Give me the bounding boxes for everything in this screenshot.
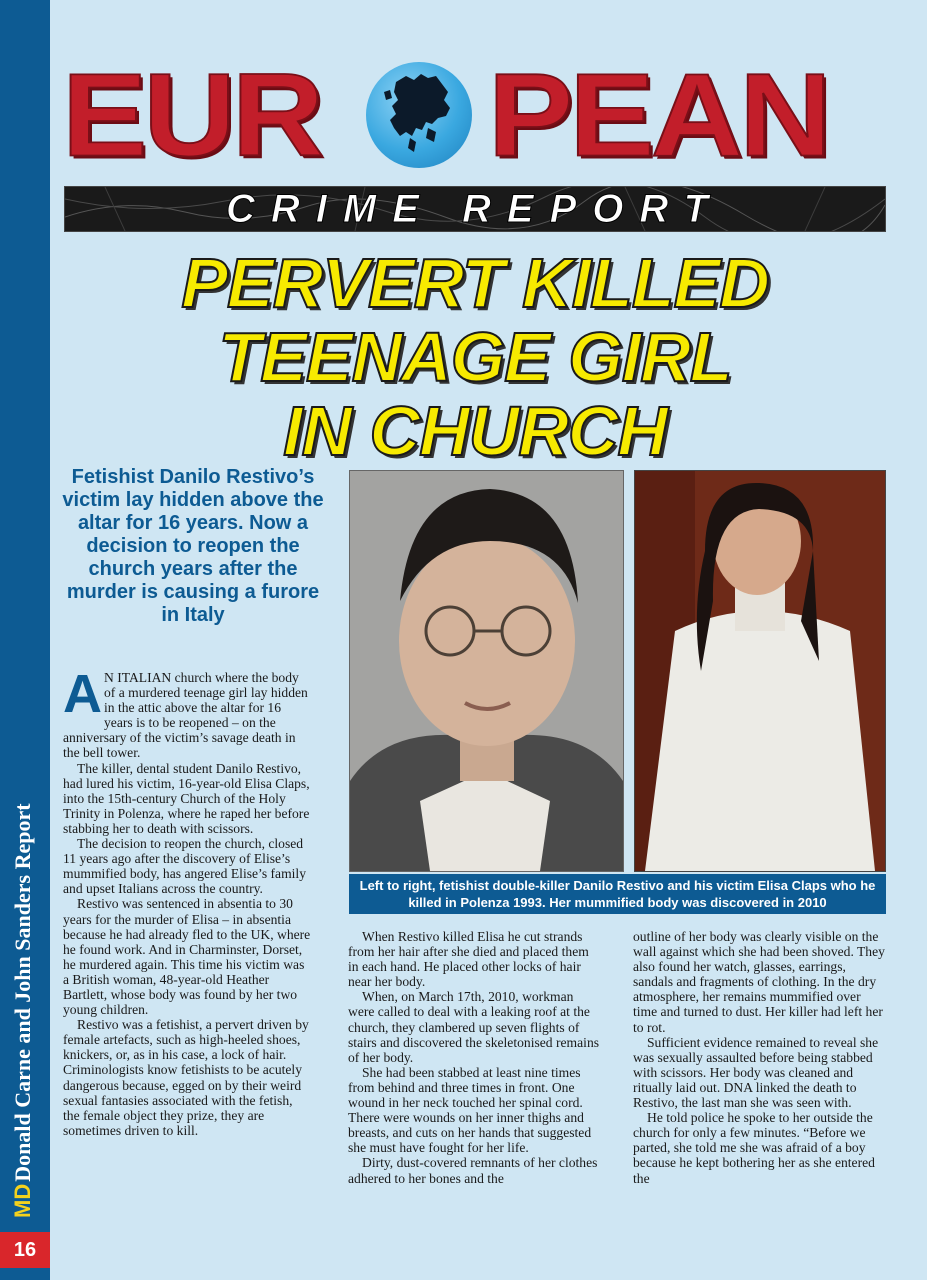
- paragraph: When, on March 17th, 2010, workman were called to deal with a leaking roof at the church, they clambered up seven flights of stairs and discovered the skeletonised remains of her body.: [348, 989, 600, 1065]
- paragraph: N ITALIAN church where the body of a murdered teenage girl lay hidden in the attic above the altar for 16 years is to be reopened – on the anniversary of the victim’s savage death in the bell tower.: [63, 670, 308, 761]
- page-number: 16: [0, 1232, 50, 1268]
- photo-elisa-claps: [634, 470, 886, 872]
- photo-caption: Left to right, fetishist double-killer Danilo Restivo and his victim Elisa Claps who he killed in Polenza 1993. Her mummified body was discovered in 2010: [349, 874, 886, 914]
- headline-line-3: IN CHURCH: [283, 392, 667, 470]
- article-column-2: [348, 929, 600, 1186]
- md-logo: MD: [10, 1183, 35, 1218]
- paragraph: Restivo was a fetishist, a pervert driven by female artefacts, such as high-heeled shoes, knickers, or, as in his case, a lock of hair. Criminologists know fetishists to be acutely dangerous because, egged on by their weird sexual fantasies associated with the fetish, the female object they prize, they are sometimes driven to kill.: [63, 1017, 309, 1138]
- paragraph: outline of her body was clearly visible on the wall against which she had been shoved. They also found her watch, glasses, earrings, sandals and fragments of clothing. In the dry atmosphere, her remains mummified over time and turned to dust. Her killer had left her to rot.: [633, 929, 885, 1035]
- sidebar: [0, 0, 50, 1280]
- paragraph: She had been stabbed at least nine times from behind and three times in front. One wound in her neck touched her spinal cord. There were wounds on her inner thighs and breasts, and cuts on her hands that suggested she must have fought for her life.: [348, 1064, 592, 1156]
- crime-report-title: CRIME REPORT: [226, 187, 724, 231]
- drop-cap: A: [63, 664, 102, 724]
- headline-line-1: PERVERT KILLED: [181, 244, 769, 322]
- europe-globe-icon: [366, 62, 472, 168]
- paragraph: He told police he spoke to her outside the church for only a few minutes. “Before we parted, she told me she was afraid of a boy because he kept bothering her as she entered the: [633, 1110, 875, 1186]
- paragraph: Dirty, dust-covered remnants of her clothes adhered to her bones and the: [348, 1155, 598, 1186]
- sidebar-series-title: [10, 698, 36, 1218]
- crime-report-banner: [64, 186, 886, 232]
- headline-line-2: TEENAGE GIRL: [218, 318, 732, 396]
- article-standfirst: Fetishist Danilo Restivo’s victim lay hidden above the altar for 16 years. Now a decision to reopen the church years after the murder is causing a furore in Italy: [62, 466, 324, 626]
- article-column-1: [63, 664, 311, 1138]
- paragraph: Sufficient evidence remained to reveal she was sexually assaulted before being stabbed with scissors. Her body was cleaned and ritually laid out. DNA linked the death to Restivo, the last man she was seen with.: [633, 1034, 879, 1111]
- masthead: [62, 49, 884, 182]
- photo-danilo-restivo: [349, 470, 624, 872]
- masthead-word-right: PEAN: [488, 49, 828, 182]
- masthead-word-left: EUR: [62, 49, 321, 182]
- paragraph: The decision to reopen the church, closed 11 years ago after the discovery of Elise’s mummified body, has angered Elise’s family and upset Italians across the country.: [63, 836, 306, 897]
- paragraph: Restivo was sentenced in absentia to 30 years for the murder of Elisa – in absentia because he had already fled to the UK, where he found work. And in Charminster, Dorset, he murdered again. This time his victim was a British woman, 48-year-old Heather Bartlett, whose body was found by her two young children.: [63, 896, 311, 1018]
- paragraph: The killer, dental student Danilo Restivo, had lured his victim, 16-year-old Elisa Claps, into the 15th-century Church of the Holy Trinity in Polenza, where he raped her before stabbing her to death with scissors.: [63, 760, 310, 836]
- article-column-3: [633, 929, 886, 1186]
- series-title-text: Donald Carne and John Sanders Report: [10, 803, 35, 1182]
- paragraph: When Restivo killed Elisa he cut strands from her hair after she died and placed them in each hand. He placed other locks of hair near her body.: [348, 929, 589, 990]
- article-headline: [60, 246, 890, 468]
